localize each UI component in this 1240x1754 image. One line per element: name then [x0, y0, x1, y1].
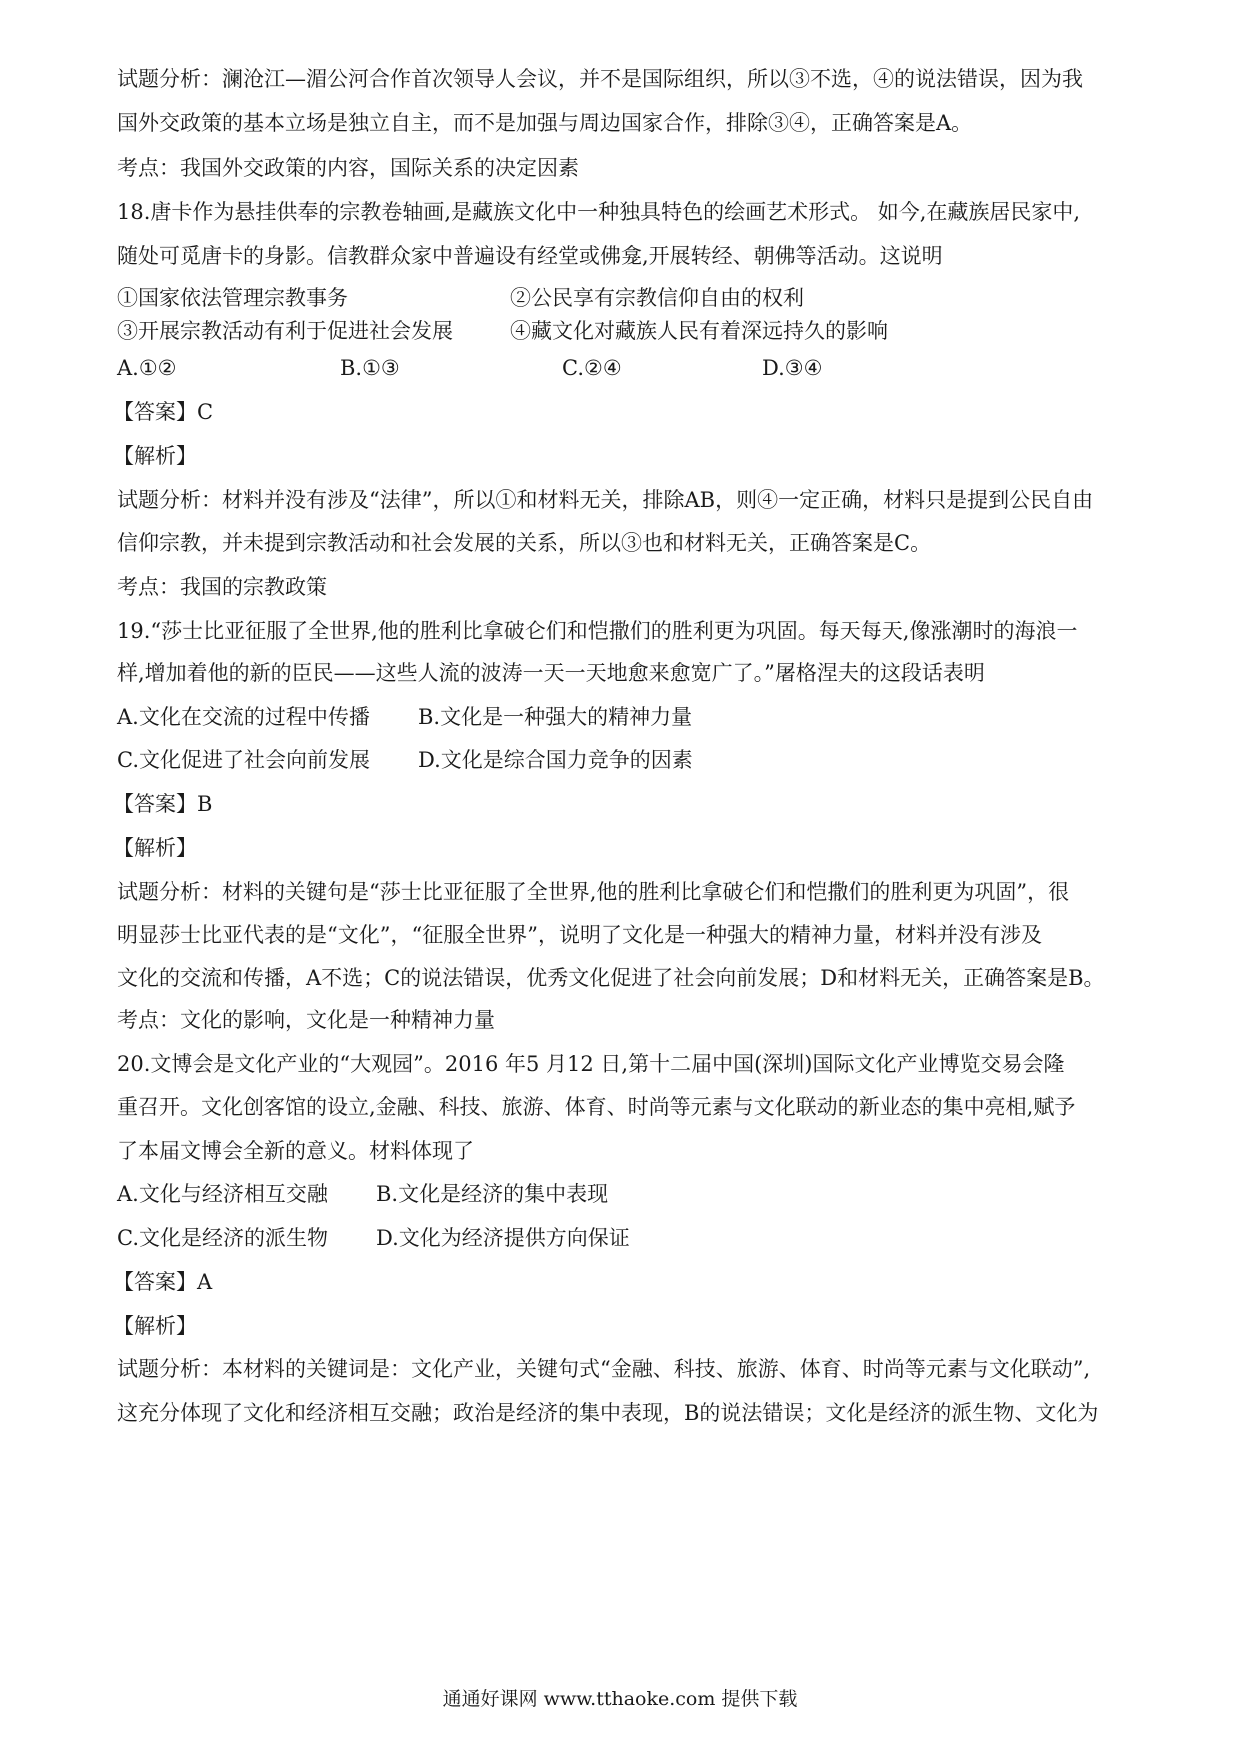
- q18-answer: 【答案】C: [113, 400, 214, 424]
- q18-kaodian: 考点：我国的宗教政策: [117, 575, 327, 599]
- q18-item-1: ①国家依法管理宗教事务: [117, 286, 348, 310]
- q18-option-a: A.①②: [117, 356, 177, 380]
- q19-stem-line-2: 样,增加着他的新的臣民——这些人流的波涛一天一天地愈来愈宽广了。”屠格涅夫的这段话表明: [117, 661, 985, 685]
- q19-kaodian: 考点：文化的影响，文化是一种精神力量: [117, 1008, 495, 1032]
- q18-stem-line-1: 18.唐卡作为悬挂供奉的宗教卷轴画,是藏族文化中一种独具特色的绘画艺术形式。 如今,在藏族居民家中,: [117, 200, 1081, 224]
- q17-analysis-line-2: 国外交政策的基本立场是独立自主，而不是加强与周边国家合作，排除③④，正确答案是A。: [117, 111, 973, 135]
- q20-stem-line-1: 20.文博会是文化产业的“大观园”。2016 年5 月12 日,第十二届中国(深圳)国际文化产业博览交易会隆: [117, 1052, 1065, 1076]
- q18-item-3: ③开展宗教活动有利于促进社会发展: [117, 319, 453, 343]
- q20-option-d: D.文化为经济提供方向保证: [376, 1226, 630, 1250]
- q20-analysis-line-1: 试题分析：本材料的关键词是：文化产业，关键句式“金融、科技、旅游、体育、时尚等元素与文化联动”,: [117, 1357, 1091, 1381]
- q19-answer: 【答案】B: [113, 792, 213, 816]
- q20-stem-line-3: 了本届文博会全新的意义。材料体现了: [117, 1139, 474, 1163]
- q18-analysis-line-1: 试题分析：材料并没有涉及“法律”，所以①和材料无关，排除AB，则④一定正确，材料只是提到公民自由: [117, 488, 1094, 512]
- q19-stem-line-1: 19.“莎士比亚征服了全世界,他的胜利比拿破仑们和恺撒们的胜利更为巩固。每天每天,像涨潮时的海浪一: [117, 619, 1078, 643]
- q20-analysis-line-2: 这充分体现了文化和经济相互交融；政治是经济的集中表现，B的说法错误；文化是经济的派生物、文化为: [117, 1401, 1099, 1425]
- q19-analysis-line-1: 试题分析：材料的关键句是“莎士比亚征服了全世界,他的胜利比拿破仑们和恺撒们的胜利更为巩固”，很: [117, 880, 1070, 904]
- q17-analysis-line-1: 试题分析：澜沧江—湄公河合作首次领导人会议，并不是国际组织，所以③不选，④的说法错误，因为我: [117, 67, 1083, 91]
- q18-option-c: C.②④: [562, 356, 622, 380]
- q18-analysis-line-2: 信仰宗教，并未提到宗教活动和社会发展的关系，所以③也和材料无关，正确答案是C。: [117, 531, 932, 555]
- q19-option-d: D.文化是综合国力竞争的因素: [418, 748, 693, 772]
- q18-item-2: ②公民享有宗教信仰自由的权利: [510, 286, 804, 310]
- q19-analysis-line-3: 文化的交流和传播，A不选；C的说法错误，优秀文化促进了社会向前发展；D和材料无关，正确答案是B。: [117, 966, 1105, 990]
- q20-stem-line-2: 重召开。文化创客馆的设立,金融、科技、旅游、体育、时尚等元素与文化联动的新业态的集中亮相,赋予: [117, 1095, 1076, 1119]
- q18-option-b: B.①③: [340, 356, 400, 380]
- q20-option-a: A.文化与经济相互交融: [117, 1182, 328, 1206]
- q20-jiexi-heading: 【解析】: [113, 1314, 197, 1338]
- q17-kaodian: 考点：我国外交政策的内容，国际关系的决定因素: [117, 156, 579, 180]
- q20-option-c: C.文化是经济的派生物: [117, 1226, 328, 1250]
- q18-option-d: D.③④: [762, 356, 823, 380]
- q18-item-4: ④藏文化对藏族人民有着深远持久的影响: [510, 319, 888, 343]
- q19-analysis-line-2: 明显莎士比亚代表的是“文化”，“征服全世界”，说明了文化是一种强大的精神力量，材料并没有涉及: [117, 923, 1042, 947]
- q19-option-a: A.文化在交流的过程中传播: [117, 705, 370, 729]
- q19-jiexi-heading: 【解析】: [113, 836, 197, 860]
- q19-option-c: C.文化促进了社会向前发展: [117, 748, 370, 772]
- q18-jiexi-heading: 【解析】: [113, 444, 197, 468]
- page-footer: 通通好课网 www.tthaoke.com 提供下载: [442, 1688, 798, 1710]
- q19-option-b: B.文化是一种强大的精神力量: [418, 705, 693, 729]
- q20-answer: 【答案】A: [113, 1270, 213, 1294]
- q20-option-b: B.文化是经济的集中表现: [376, 1182, 609, 1206]
- q18-stem-line-2: 随处可觅唐卡的身影。信教群众家中普遍设有经堂或佛龛,开展转经、朝佛等活动。这说明: [117, 244, 943, 268]
